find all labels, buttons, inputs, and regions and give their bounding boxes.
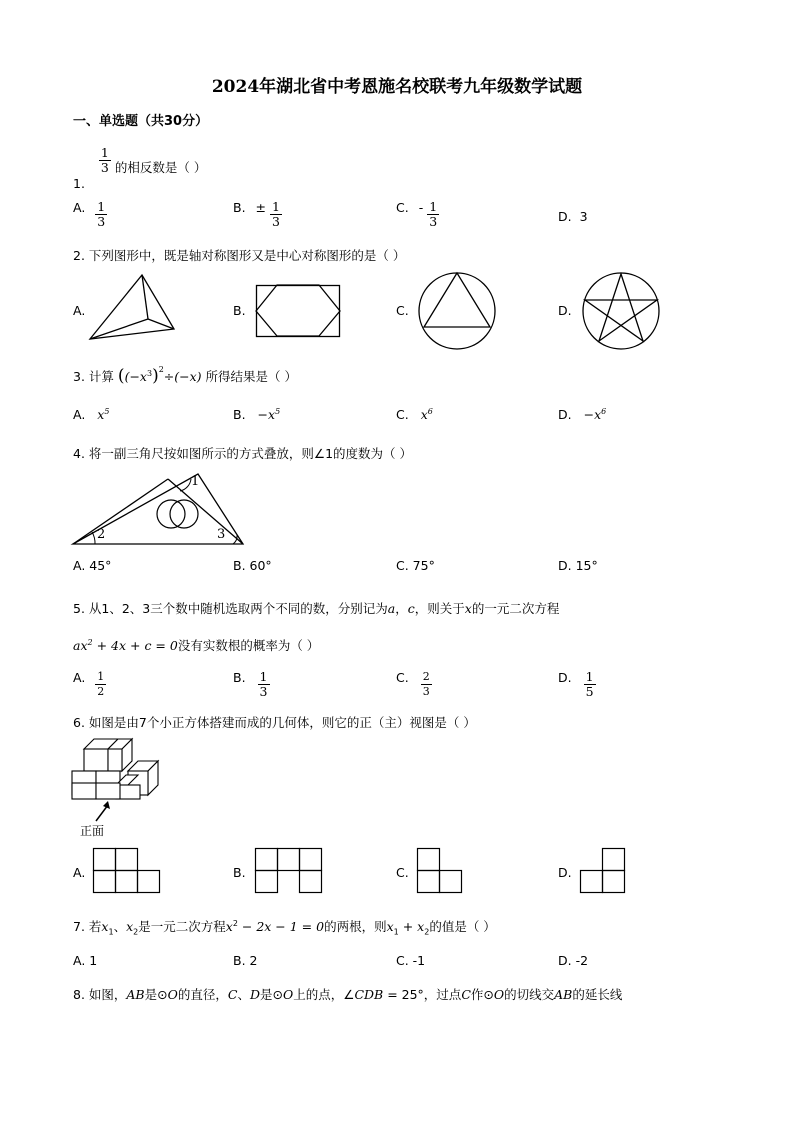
q3-option-c[interactable]: [396, 407, 433, 422]
question-text: = 25°，过点: [383, 987, 462, 1002]
q2-option-d-label[interactable]: D.: [558, 303, 572, 318]
q5-option-c[interactable]: [396, 670, 432, 699]
question-text: 8. 如图，: [73, 987, 127, 1002]
option-label: A.: [73, 407, 86, 423]
question-text: 是⊙: [260, 987, 283, 1002]
numerator: 1: [100, 145, 109, 160]
q4-option-a[interactable]: A. 45°: [73, 558, 112, 573]
question-text: 的值是（ ）: [429, 919, 496, 934]
separator: ，: [395, 601, 408, 616]
angle-cdb: CDB: [354, 987, 384, 1002]
exponent: 6: [601, 407, 607, 416]
plus-minus-sign: ±: [255, 200, 267, 215]
q6-figure-d: [580, 848, 630, 894]
option-label: A.: [73, 670, 86, 685]
denominator: 2: [97, 685, 105, 698]
q2-figure-d-circle-star: [582, 272, 660, 350]
plus-sign: +: [398, 919, 418, 934]
variable-a: a: [387, 601, 396, 616]
q7-option-c[interactable]: C. -1: [396, 953, 426, 968]
q2-figure-b-rectangle-rhombus: [256, 285, 340, 337]
fraction: [99, 146, 111, 175]
point-d: D: [249, 987, 260, 1002]
question-text: ，则关于: [414, 601, 465, 616]
numerator: 2: [422, 670, 430, 683]
question-text: 没有实数根的概率为（ ）: [177, 638, 320, 653]
exponent: 2: [158, 364, 164, 374]
math-expression: ($(-x^3)^2\div(-x)$: [117, 364, 202, 386]
q3-option-a[interactable]: [73, 407, 109, 422]
exponent: 3: [146, 368, 153, 378]
question-text: 5. 从1、2、3三个数中随机选取两个不同的数，分别记为: [73, 601, 388, 616]
option-label: C.: [396, 670, 409, 685]
question-number: 3.: [73, 369, 85, 384]
question-text: 所得结果是（ ）: [205, 369, 298, 384]
segment-ab: AB: [126, 987, 145, 1002]
option-base: x: [420, 407, 428, 423]
question-text: 上的点，∠: [293, 987, 355, 1002]
q5-option-d[interactable]: [558, 670, 596, 699]
question-text: 的两根，则: [324, 919, 387, 934]
option-label: B.: [233, 670, 246, 685]
question-text: 的直径，: [177, 987, 228, 1002]
q7-option-a[interactable]: A. 1: [73, 953, 98, 968]
fraction: [258, 670, 270, 699]
angle-2-label: 2: [97, 527, 106, 542]
angle-3-label: 3: [217, 527, 226, 542]
option-label: C.: [396, 407, 409, 423]
variable-x: x: [464, 601, 472, 616]
numerator: 1: [97, 199, 106, 214]
q6-figure-a: [93, 848, 163, 894]
numerator: 1: [272, 199, 280, 214]
question-2: 2. 下列图形中，既是轴对称图形又是中心对称图形的是（ ）: [73, 248, 406, 263]
option-base: −x: [257, 407, 276, 423]
question-text: 的一元二次方程: [471, 601, 560, 616]
q2-option-a-label[interactable]: A.: [73, 303, 86, 318]
q2-option-b-label[interactable]: B.: [233, 303, 246, 318]
exponent: 2: [232, 918, 238, 928]
denominator: 3: [422, 685, 430, 698]
q5-option-b[interactable]: [233, 670, 270, 699]
numerator: 1: [97, 670, 105, 683]
q4-option-b[interactable]: B. 60°: [233, 558, 272, 573]
q6-option-a-label[interactable]: A.: [73, 865, 86, 880]
minus-sign: -: [418, 200, 424, 215]
option-label: B.: [233, 407, 246, 423]
circle-o: O: [493, 987, 505, 1002]
denominator: 3: [272, 214, 280, 229]
q4-option-c[interactable]: C. 75°: [396, 558, 435, 573]
angle-1-label: 1: [191, 474, 200, 489]
q6-figure-c: [417, 848, 467, 894]
equation-term: ax: [73, 638, 88, 653]
question-text: 计算: [88, 369, 114, 384]
denominator: 3: [97, 214, 106, 229]
expr-divisor: ÷(−x): [163, 369, 202, 384]
option-label: D.: [558, 670, 572, 685]
equation-term: x: [225, 919, 233, 934]
question-text: 作⊙: [470, 987, 494, 1002]
question-8: [73, 985, 622, 1003]
denominator: 5: [585, 684, 594, 699]
q3-option-d[interactable]: [558, 407, 606, 422]
question-text: 7. 若: [73, 919, 102, 934]
variable-x2: x: [417, 919, 425, 934]
subscript: 2: [424, 927, 430, 937]
question-1: [73, 145, 207, 191]
fraction: [427, 200, 439, 229]
equation-rest: − 2x − 1 = 0: [237, 919, 325, 934]
denominator: 3: [429, 214, 438, 229]
separator: 、: [113, 919, 127, 934]
subscript: 1: [108, 927, 114, 937]
fraction: [421, 670, 432, 699]
numerator: 1: [259, 669, 268, 684]
question-4: 4. 将一副三角尺按如图所示的方式叠放，则∠1的度数为（ ）: [73, 446, 413, 461]
subscript: 2: [133, 927, 139, 937]
question-5-line-1: [73, 599, 559, 617]
segment-ab: AB: [554, 987, 573, 1002]
question-number: 1.: [73, 176, 85, 191]
numerator: 1: [585, 669, 594, 684]
question-5-line-2: [73, 636, 319, 654]
q1-option-a[interactable]: [73, 200, 107, 229]
variable-x1: x: [101, 919, 109, 934]
equation-rest: + 4x + c = 0: [92, 638, 178, 653]
q2-figure-a-triangle: [90, 275, 180, 340]
option-base: −x: [583, 407, 602, 423]
q6-option-c-label[interactable]: C.: [396, 865, 409, 880]
q1-option-d[interactable]: [558, 209, 588, 224]
q6-option-b-label[interactable]: B.: [233, 865, 246, 880]
subscript: 1: [393, 927, 399, 937]
question-7: [73, 917, 496, 937]
exponent: 6: [427, 407, 433, 416]
question-text: 的相反数是（ ）: [114, 160, 207, 175]
option-label: D.: [558, 209, 572, 224]
denominator: 3: [100, 160, 109, 175]
q6-option-d-label[interactable]: D.: [558, 865, 572, 880]
expr-base: (−x: [124, 369, 147, 384]
option-label: B.: [233, 200, 246, 215]
question-text: 的切线交: [504, 987, 555, 1002]
question-text: 是⊙: [144, 987, 168, 1002]
exponent: 5: [275, 407, 281, 416]
variable-x1: x: [386, 919, 394, 934]
option-label: D.: [558, 407, 572, 423]
fraction: [95, 200, 107, 229]
exponent: 5: [104, 407, 110, 416]
point-c: C: [227, 987, 238, 1002]
q5-option-a[interactable]: [73, 670, 106, 699]
option-text: 3: [579, 209, 588, 224]
q1-option-b[interactable]: [233, 200, 282, 229]
question-6: 6. 如图是由7个小正方体搭建而成的几何体，则它的正（主）视图是（ ）: [73, 715, 476, 730]
q1-option-c[interactable]: [396, 200, 439, 229]
q6-figure-b: [255, 848, 325, 894]
option-label: A.: [73, 200, 86, 215]
q6-cube-solid-figure: [72, 739, 162, 825]
question-text: 的延长线: [572, 987, 623, 1002]
q2-figure-c-circle-triangle: [418, 272, 496, 350]
question-text: 是一元二次方程: [138, 919, 226, 934]
exponent: 2: [87, 637, 93, 647]
numerator: 1: [429, 199, 438, 214]
q2-option-c-label[interactable]: C.: [396, 303, 409, 318]
circle-o: O: [282, 987, 294, 1002]
q4-option-d[interactable]: D. 15°: [558, 558, 598, 573]
separator: 、: [237, 987, 250, 1002]
fraction: [584, 670, 596, 699]
fraction: [95, 670, 106, 699]
q7-option-d[interactable]: D. -2: [558, 953, 589, 968]
front-view-label: 正面: [80, 824, 105, 838]
page-title: 2024年湖北省中考恩施名校联考九年级数学试题: [211, 77, 583, 97]
point-c: C: [461, 987, 471, 1002]
variable-x2: x: [126, 919, 134, 934]
q7-option-b[interactable]: B. 2: [233, 953, 258, 968]
q3-option-b[interactable]: [233, 407, 280, 422]
fraction: [270, 200, 282, 229]
denominator: 3: [259, 684, 268, 699]
variable-c: c: [407, 601, 415, 616]
circle-o: O: [167, 987, 178, 1002]
section-heading: 一、单选题（共30分）: [73, 114, 209, 129]
question-3: [73, 366, 297, 386]
option-label: C.: [396, 200, 409, 215]
option-base: x: [97, 407, 105, 423]
